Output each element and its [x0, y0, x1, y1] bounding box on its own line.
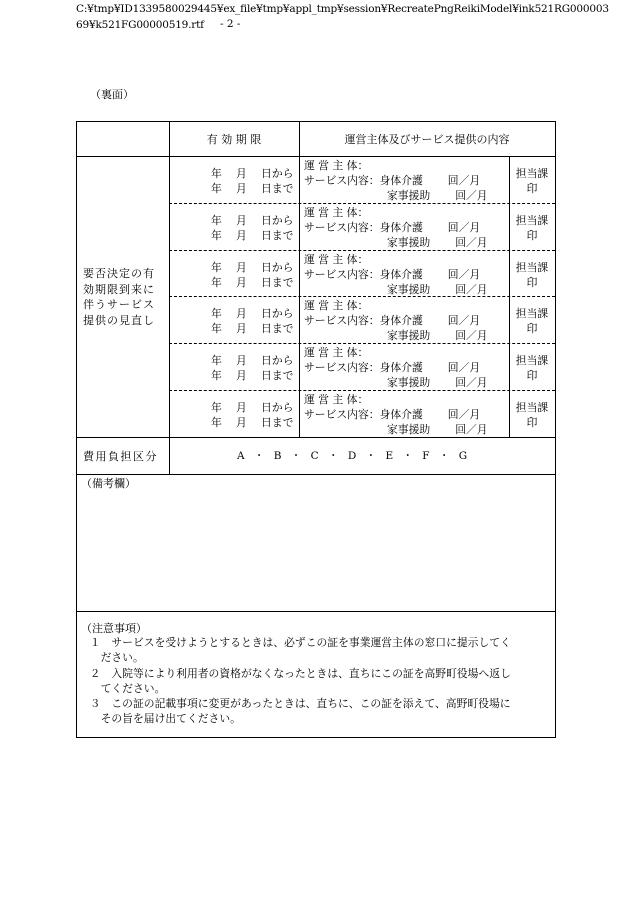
service-content: サービス内容：身体介護 回／月 — [304, 268, 481, 281]
stamp-seal: 印 — [526, 182, 538, 195]
notes-list — [79, 635, 511, 727]
service-content: サービス内容：身体介護 回／月 — [304, 408, 481, 421]
remarks-bottom-line — [77, 611, 555, 612]
row-divider — [169, 250, 555, 251]
stamp-seal: 印 — [526, 276, 538, 289]
operator-label: 運 営 主 体： — [304, 253, 369, 266]
validity-to: 年 月 日まで — [211, 416, 294, 429]
review-label-line: 要否決定の有 — [83, 267, 155, 280]
cost-options: A ・ B ・ C ・ D ・ E ・ F ・ G — [237, 450, 469, 462]
validity-from: 年 月 日から — [211, 354, 294, 367]
operator-label: 運 営 主 体： — [304, 159, 369, 172]
stamp-seal: 印 — [526, 416, 538, 429]
row-divider — [169, 343, 555, 344]
row-divider — [169, 296, 555, 297]
note-item: ２ 入院等により利用者の資格がなくなったときは、直ちにこの証を高野町役場へ返し てください。 — [79, 666, 511, 695]
validity-from: 年 月 日から — [211, 307, 294, 320]
stamp-dept: 担当課 — [515, 401, 549, 414]
validity-from: 年 月 日から — [211, 167, 294, 180]
cost-bottom-line — [77, 474, 555, 475]
housework-assist: 家事援助 回／月 — [387, 423, 488, 436]
housework-assist: 家事援助 回／月 — [387, 329, 488, 342]
validity-to: 年 月 日まで — [211, 229, 294, 242]
notes-title: （注意事項） — [81, 622, 147, 635]
content-header: 運営主体及びサービス提供の内容 — [344, 133, 510, 146]
stamp-dept: 担当課 — [515, 167, 549, 180]
housework-assist: 家事援助 回／月 — [387, 376, 488, 389]
housework-assist: 家事援助 回／月 — [387, 189, 488, 202]
note-item: １ サービスを受けようとするときは、必ずこの証を事業運営主体の窓口に提示してく ださい。 — [79, 636, 511, 665]
stamp-dept: 担当課 — [515, 214, 549, 227]
stamp-seal: 印 — [526, 229, 538, 242]
service-content: サービス内容：身体介護 回／月 — [304, 314, 481, 327]
row-divider — [169, 203, 555, 204]
header-bottom-line — [77, 156, 555, 157]
validity-header: 有 効 期 限 — [206, 133, 262, 146]
housework-assist: 家事援助 回／月 — [387, 236, 488, 249]
file-path-line-2: 69¥k521FG00000519.rtf — [76, 19, 204, 31]
col-divider-1 — [169, 122, 170, 474]
review-bottom-line — [77, 437, 555, 438]
validity-from: 年 月 日から — [211, 401, 294, 414]
validity-from: 年 月 日から — [211, 214, 294, 227]
validity-to: 年 月 日まで — [211, 369, 294, 382]
file-path-line-1: C:¥tmp¥ID1339580029445¥ex_file¥tmp¥appl_tmp¥session¥RecreatePngReikiModel¥ink521RG000003 — [76, 3, 609, 15]
col-divider-3 — [509, 157, 510, 437]
review-label-line: 効期限到来に — [83, 282, 155, 296]
operator-label: 運 営 主 体： — [304, 299, 369, 312]
housework-assist: 家事援助 回／月 — [387, 283, 488, 296]
validity-from: 年 月 日から — [211, 261, 294, 274]
stamp-dept: 担当課 — [515, 307, 549, 320]
stamp-dept: 担当課 — [515, 354, 549, 367]
certificate-table — [76, 121, 556, 738]
review-label-line: 提供の見直し — [83, 313, 155, 327]
operator-label: 運 営 主 体： — [304, 393, 369, 406]
validity-to: 年 月 日まで — [211, 276, 294, 289]
validity-to: 年 月 日まで — [211, 322, 294, 335]
review-label-line: 伴うサービス — [83, 298, 155, 311]
stamp-seal: 印 — [526, 369, 538, 382]
review-label — [83, 266, 155, 328]
service-content: サービス内容：身体介護 回／月 — [304, 221, 481, 234]
validity-to: 年 月 日まで — [211, 182, 294, 195]
stamp-seal: 印 — [526, 322, 538, 335]
page-number: - 2 - — [220, 18, 241, 30]
operator-label: 運 営 主 体： — [304, 206, 369, 219]
cost-label: 費用負担区分 — [83, 450, 158, 463]
stamp-dept: 担当課 — [515, 261, 549, 274]
remarks-label: （備考欄） — [81, 477, 136, 490]
service-content: サービス内容：身体介護 回／月 — [304, 174, 481, 187]
row-divider — [169, 390, 555, 391]
note-item: ３ この証の記載事項に変更があったときは、直ちに、この証を添えて、高野町役場に その旨を届け出てください。 — [79, 697, 511, 726]
side-label: （裏面） — [90, 88, 134, 101]
service-content: サービス内容：身体介護 回／月 — [304, 361, 481, 374]
operator-label: 運 営 主 体： — [304, 346, 369, 359]
